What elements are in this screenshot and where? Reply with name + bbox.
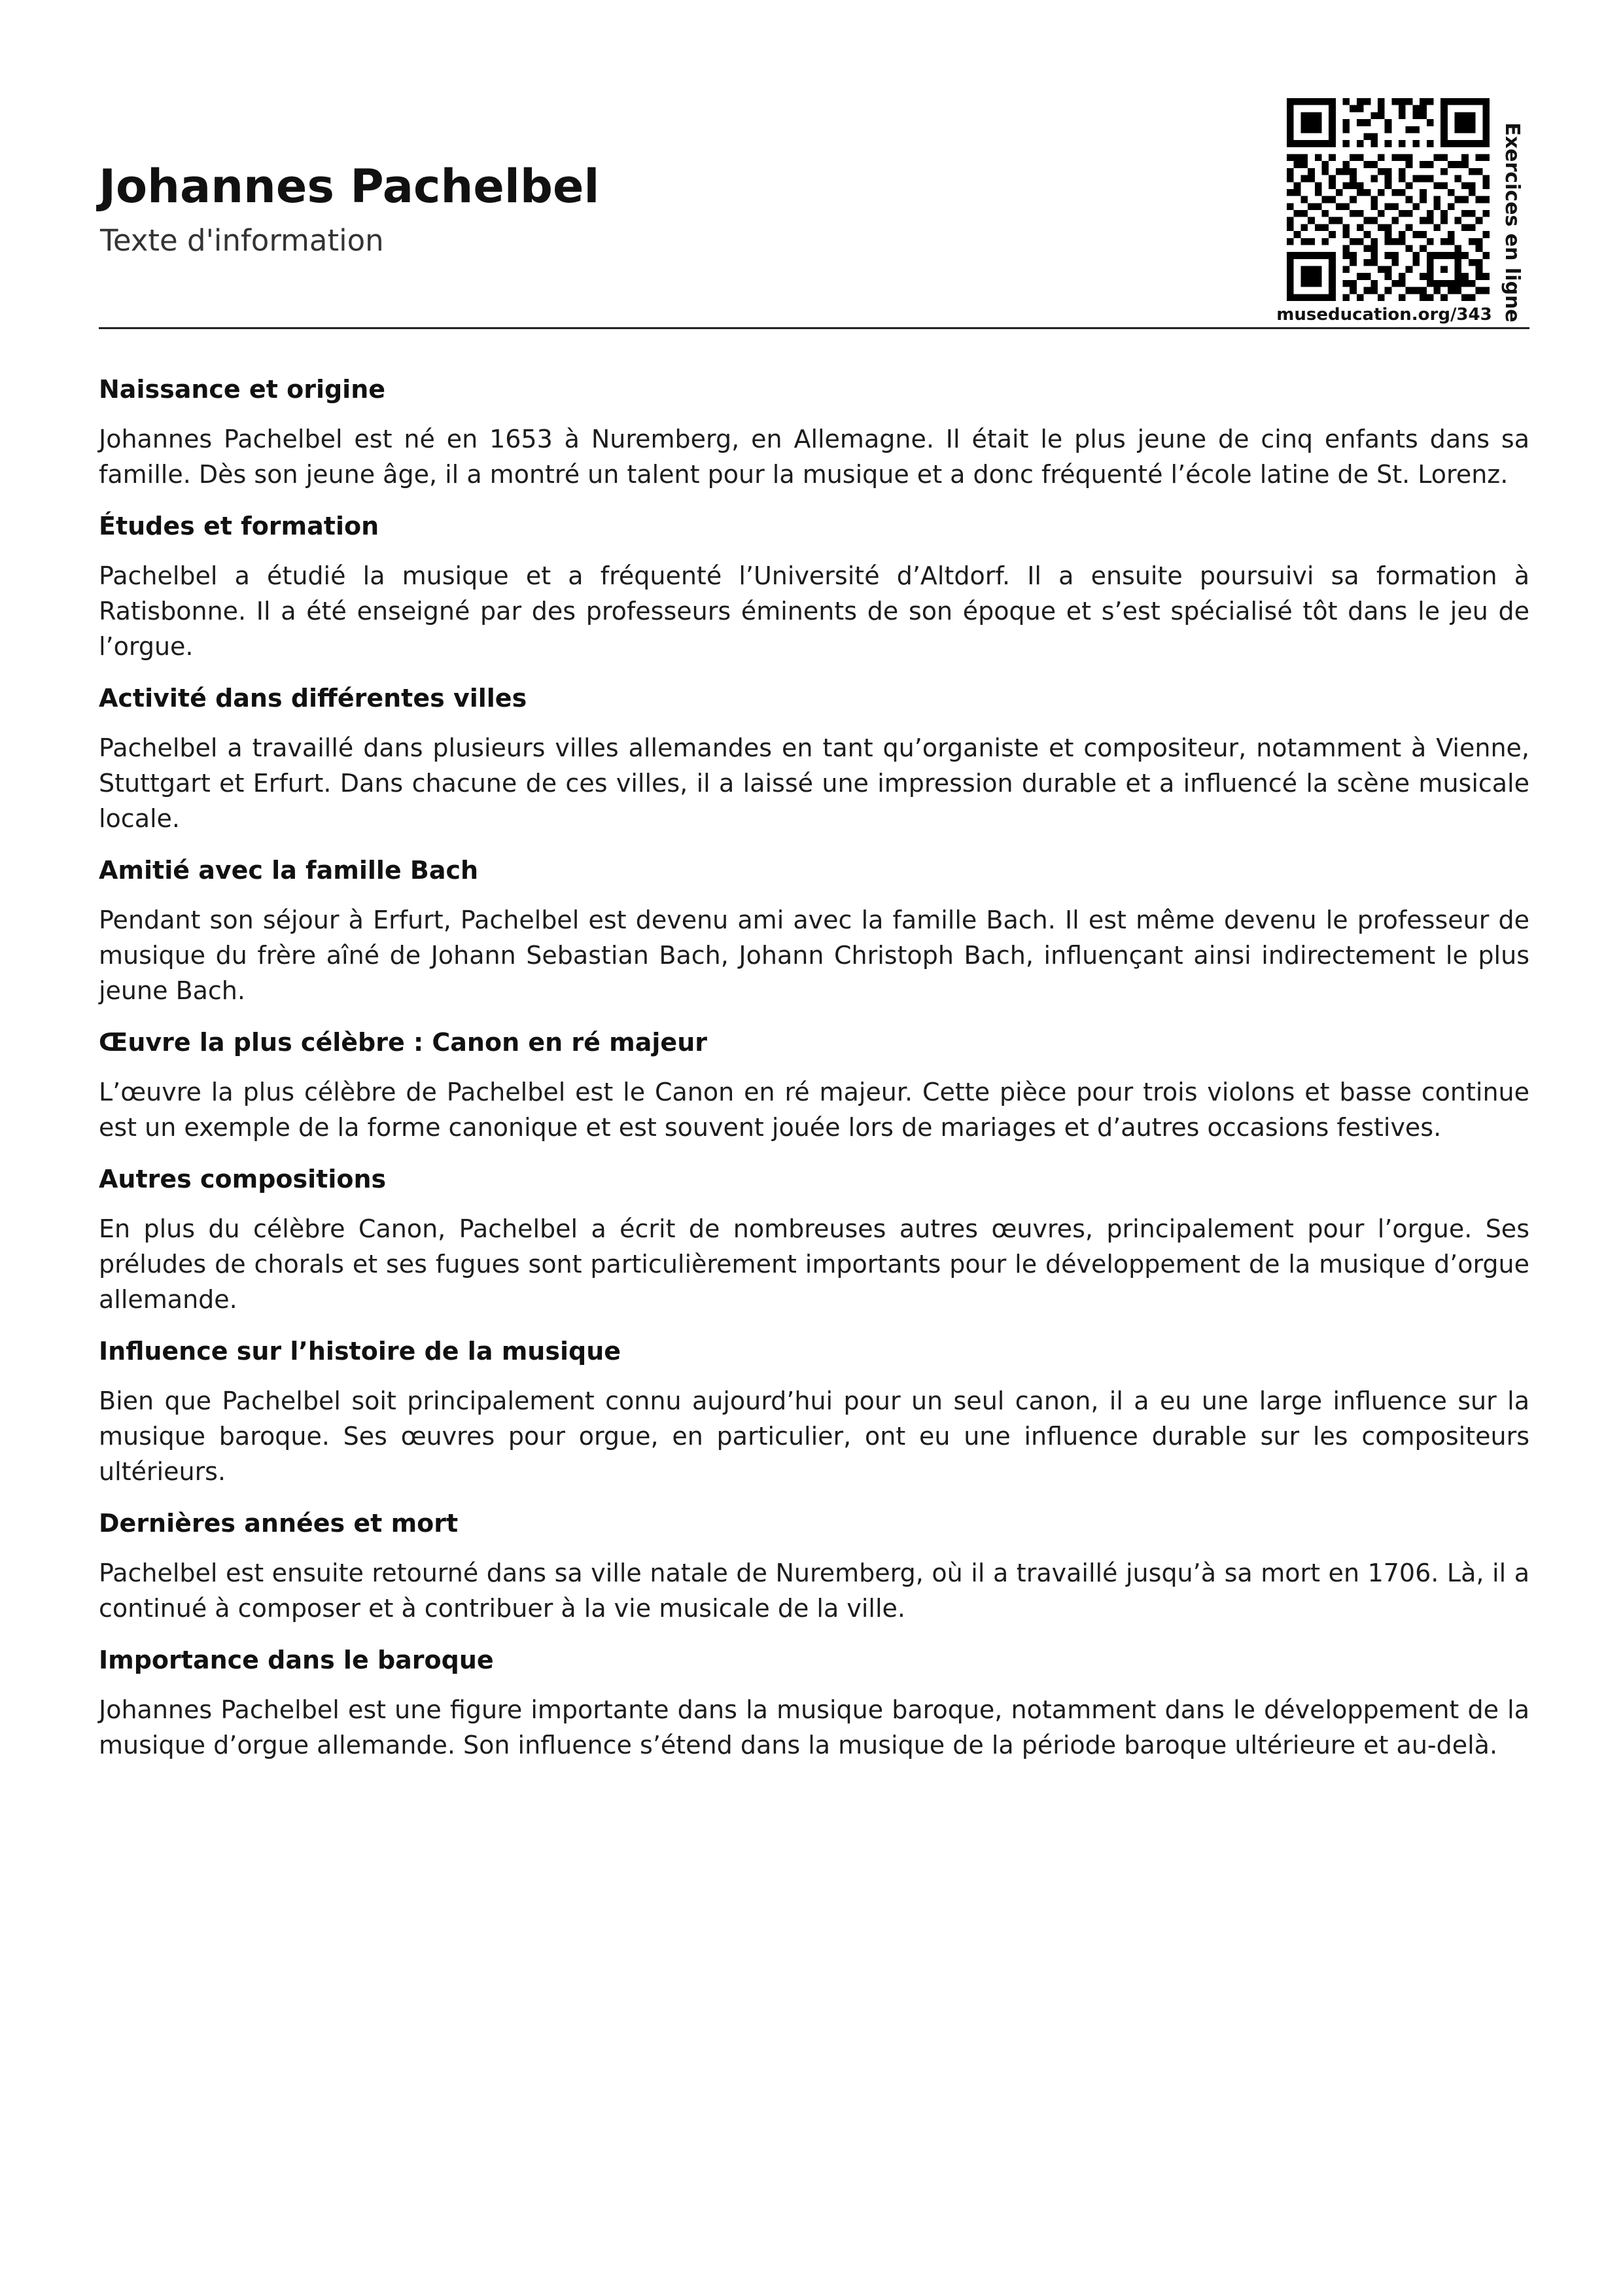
document-body (99, 372, 1529, 1779)
header-divider (99, 327, 1529, 329)
section-paragraph: L’œuvre la plus célèbre de Pachelbel est le Canon en ré majeur. Cette pièce pour trois violons et basse continue est un exemple de la forme canonique et est souvent jouée lors de mariages et d’autres occasions festives. (99, 1078, 1529, 1142)
section-paragraph: Pachelbel est ensuite retourné dans sa ville natale de Nuremberg, où il a travaillé jusqu’à sa mort en 1706. Là, il a continué à composer et à contribuer à la vie musicale de la ville. (99, 1559, 1529, 1623)
document-header (99, 0, 1529, 330)
section-importance (99, 1642, 1529, 1763)
section-heading: Naissance et origine (99, 375, 386, 404)
section-activite (99, 680, 1529, 836)
section-etudes (99, 508, 1529, 664)
section-naissance (99, 372, 1529, 492)
section-paragraph: Johannes Pachelbel est né en 1653 à Nuremberg, en Allemagne. Il était le plus jeune de cinq enfants dans sa famille. Dès son jeune âge, il a montré un talent pour la musique et a donc fréquenté l’école latine de St. Lorenz. (99, 425, 1529, 489)
section-canon (99, 1025, 1529, 1145)
qr-url-link[interactable]: museducation.org/343 (1276, 305, 1492, 325)
section-heading: Œuvre la plus célèbre : Canon en ré majeur (99, 1028, 707, 1057)
section-compositions (99, 1161, 1529, 1317)
section-heading: Influence sur l’histoire de la musique (99, 1337, 621, 1366)
section-paragraph: En plus du célèbre Canon, Pachelbel a écrit de nombreuses autres œuvres, principalement pour l’orgue. Ses préludes de chorals et ses fugues sont particulièrement importants pour le développement de la musique d’orgue allemande. (99, 1214, 1529, 1314)
page-subtitle: Texte d'information (100, 223, 384, 258)
section-paragraph: Pachelbel a étudié la musique et a fréquenté l’Université d’Altdorf. Il a ensuite poursuivi sa formation à Ratisbonne. Il a été enseigné par des professeurs éminents de son époque et s’est spécialisé tôt dans le jeu de l’orgue. (99, 561, 1529, 661)
section-heading: Études et formation (99, 512, 379, 540)
section-paragraph: Pachelbel a travaillé dans plusieurs villes allemandes en tant qu’organiste et compositeur, notamment à Vienne, Stuttgart et Erfurt. Dans chacune de ces villes, il a laissé une impression durable et a influencé la scène musicale locale. (99, 733, 1529, 833)
section-paragraph: Bien que Pachelbel soit principalement connu aujourd’hui pour un seul canon, il a eu une large influence sur la musique baroque. Ses œuvres pour orgue, en particulier, ont eu une influence durable sur les compositeurs ultérieurs. (99, 1386, 1529, 1486)
section-paragraph: Johannes Pachelbel est une figure importante dans la musique baroque, notamment dans le développement de la musique d’orgue allemande. Son influence s’étend dans la musique de la période baroque ultérieure et au-delà. (99, 1695, 1529, 1759)
section-dernieres-annees (99, 1506, 1529, 1626)
qr-side-label: Exercices en ligne (1501, 122, 1524, 323)
section-heading: Dernières années et mort (99, 1509, 459, 1538)
page-title: Johannes Pachelbel (99, 160, 600, 213)
section-heading: Activité dans différentes villes (99, 684, 527, 713)
section-heading: Autres compositions (99, 1165, 387, 1193)
section-paragraph: Pendant son séjour à Erfurt, Pachelbel est devenu ami avec la famille Bach. Il est même devenu le professeur de musique du frère aîné de Johann Sebastian Bach, Johann Christoph Bach, influençant ainsi indirectement le plus jeune Bach. (99, 906, 1529, 1005)
section-influence (99, 1333, 1529, 1489)
qr-code-block[interactable] (1276, 92, 1531, 334)
section-amitie (99, 853, 1529, 1008)
section-heading: Importance dans le baroque (99, 1646, 494, 1674)
section-heading: Amitié avec la famille Bach (99, 856, 479, 885)
qr-code-icon[interactable] (1287, 98, 1490, 301)
